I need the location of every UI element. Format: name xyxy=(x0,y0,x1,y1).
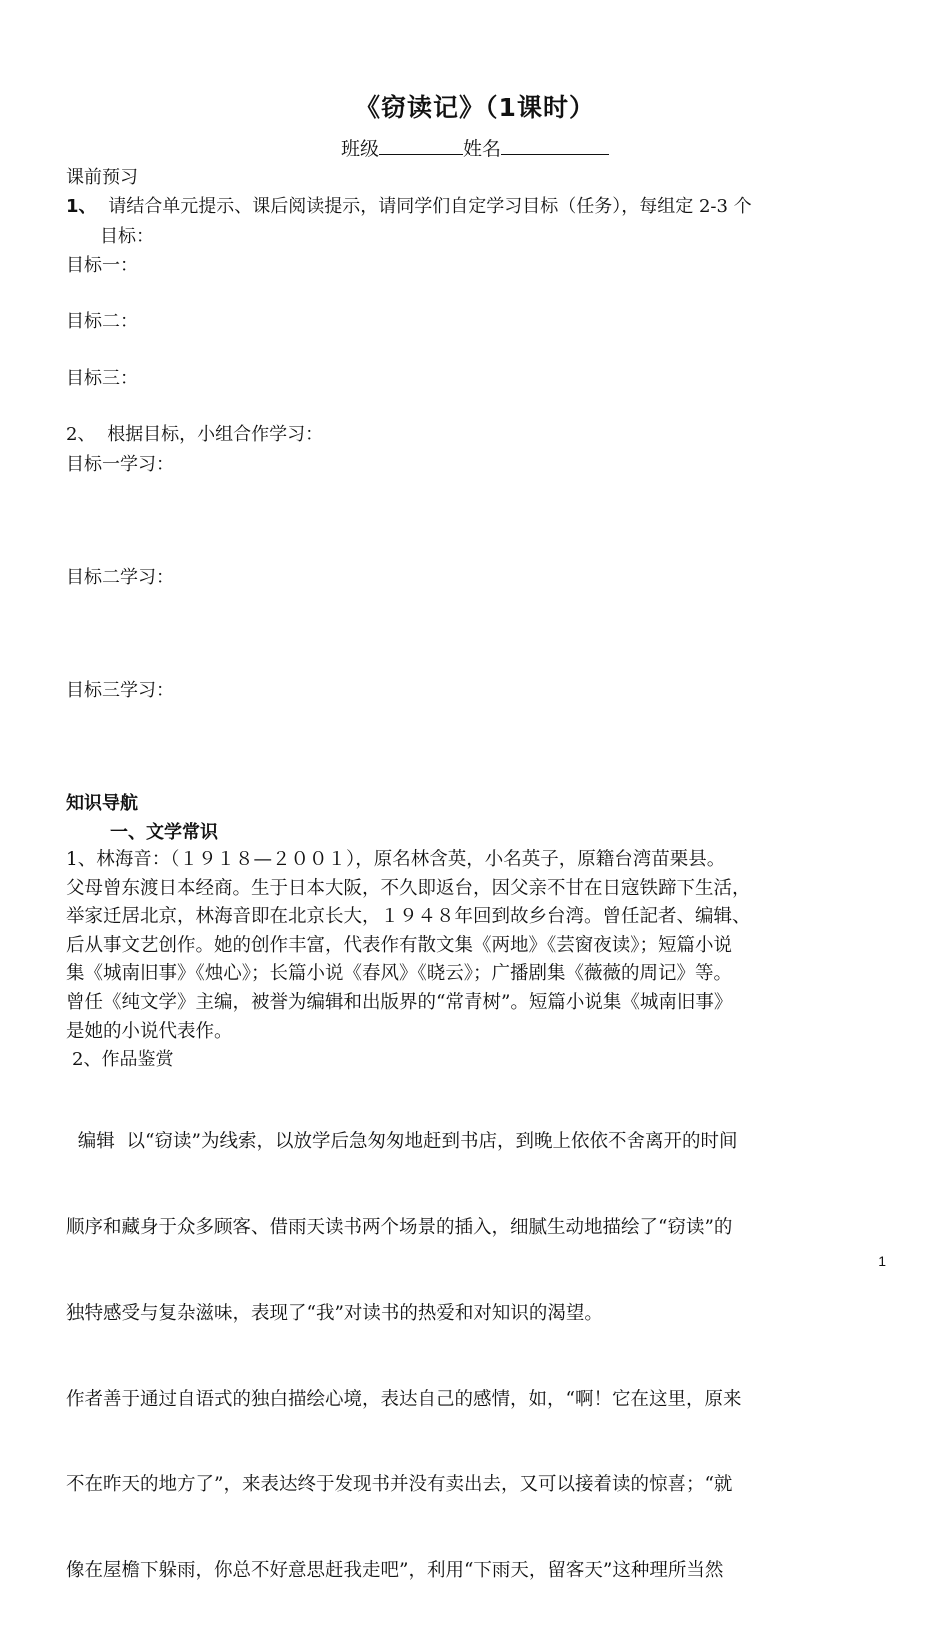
study-3: 目标三学习： xyxy=(66,680,174,701)
section-literature: 一、文学常识 xyxy=(110,822,218,843)
section-appreciation: 2、作品鉴赏 xyxy=(72,1049,174,1070)
question-1-text-cont: 目标： xyxy=(100,226,154,247)
author-line: 举家迁居北京，林海音即在北京长大，１９４８年回到故乡台湾。曾任記者、编辑、 xyxy=(66,906,751,928)
question-1 xyxy=(66,192,752,218)
author-line: 集《城南旧事》《烛心》；长篇小说《春风》《晓云》；广播剧集《薇薇的周记》等。 xyxy=(66,963,733,985)
appreciation-line: 顺序和藏身于众多顾客、借雨天读书两个场景的插入，细腻生动地描绘了“窃读”的 xyxy=(66,1216,733,1238)
study-2: 目标二学习： xyxy=(66,567,174,588)
appreciation-line: 编辑 以“窃读”为线索，以放学后急匆匆地赶到书店，到晚上依依不舍离开的时间 xyxy=(66,1131,738,1153)
page-number: 1 xyxy=(878,1253,886,1269)
goal-3: 目标三： xyxy=(66,368,138,389)
appreciation-line: 独特感受与复杂滋味，表现了“我”对读书的热爱和对知识的渴望。 xyxy=(66,1302,603,1324)
name-label: 姓名 xyxy=(463,138,502,160)
question-2-number: 2、 xyxy=(66,424,96,445)
appreciation-line: 不在昨天的地方了”，来表达终于发现书并没有卖出去，又可以接着读的惊喜；“就 xyxy=(66,1474,733,1496)
preview-heading: 课前预习 xyxy=(66,167,138,188)
appreciation-line: 像在屋檐下躲雨，你总不好意思赶我走吧”，利用“下雨天，留客天”这种理所当然 xyxy=(66,1560,724,1582)
question-2 xyxy=(66,420,323,446)
class-label: 班级 xyxy=(340,138,379,160)
class-name-line xyxy=(0,134,950,161)
page-title: 《窃读记》（1课时） xyxy=(355,93,595,122)
question-1-number: 1、 xyxy=(66,196,97,217)
name-blank[interactable] xyxy=(501,136,609,155)
question-1-text: 请结合单元提示、课后阅读提示，请同学们自定学习目标（任务），每组定 2-3 个 xyxy=(108,196,752,217)
author-line: 曾任《纯文学》主编，被誉为编辑和出版界的“常青树”。短篇小说集《城南旧事》 xyxy=(66,991,733,1013)
author-line: 1、林海音：（１９１８—２００１），原名林含英，小名英子，原籍台湾苗栗县。 xyxy=(66,849,726,870)
question-2-text: 根据目标，小组合作学习： xyxy=(107,424,324,445)
author-paragraph xyxy=(66,846,896,1046)
goal-2: 目标二： xyxy=(66,311,138,332)
author-line: 父母曾东渡日本经商。生于日本大阪，不久即返台，因父亲不甘在日寇铁蹄下生活， xyxy=(66,877,751,899)
class-blank[interactable] xyxy=(379,136,463,155)
author-line: 后从事文艺创作。她的创作丰富，代表作有散文集《两地》《芸窗夜读》；短篇小说 xyxy=(66,934,733,956)
study-1: 目标一学习： xyxy=(66,454,174,475)
knowledge-heading: 知识导航 xyxy=(66,793,138,814)
goal-1: 目标一： xyxy=(66,255,138,276)
author-line: 是她的小说代表作。 xyxy=(66,1020,233,1042)
appreciation-line: 作者善于通过自语式的独白描绘心境，表达自己的感情，如，“啊！它在这里，原来 xyxy=(66,1388,742,1410)
appreciation-paragraph xyxy=(66,1071,896,1643)
